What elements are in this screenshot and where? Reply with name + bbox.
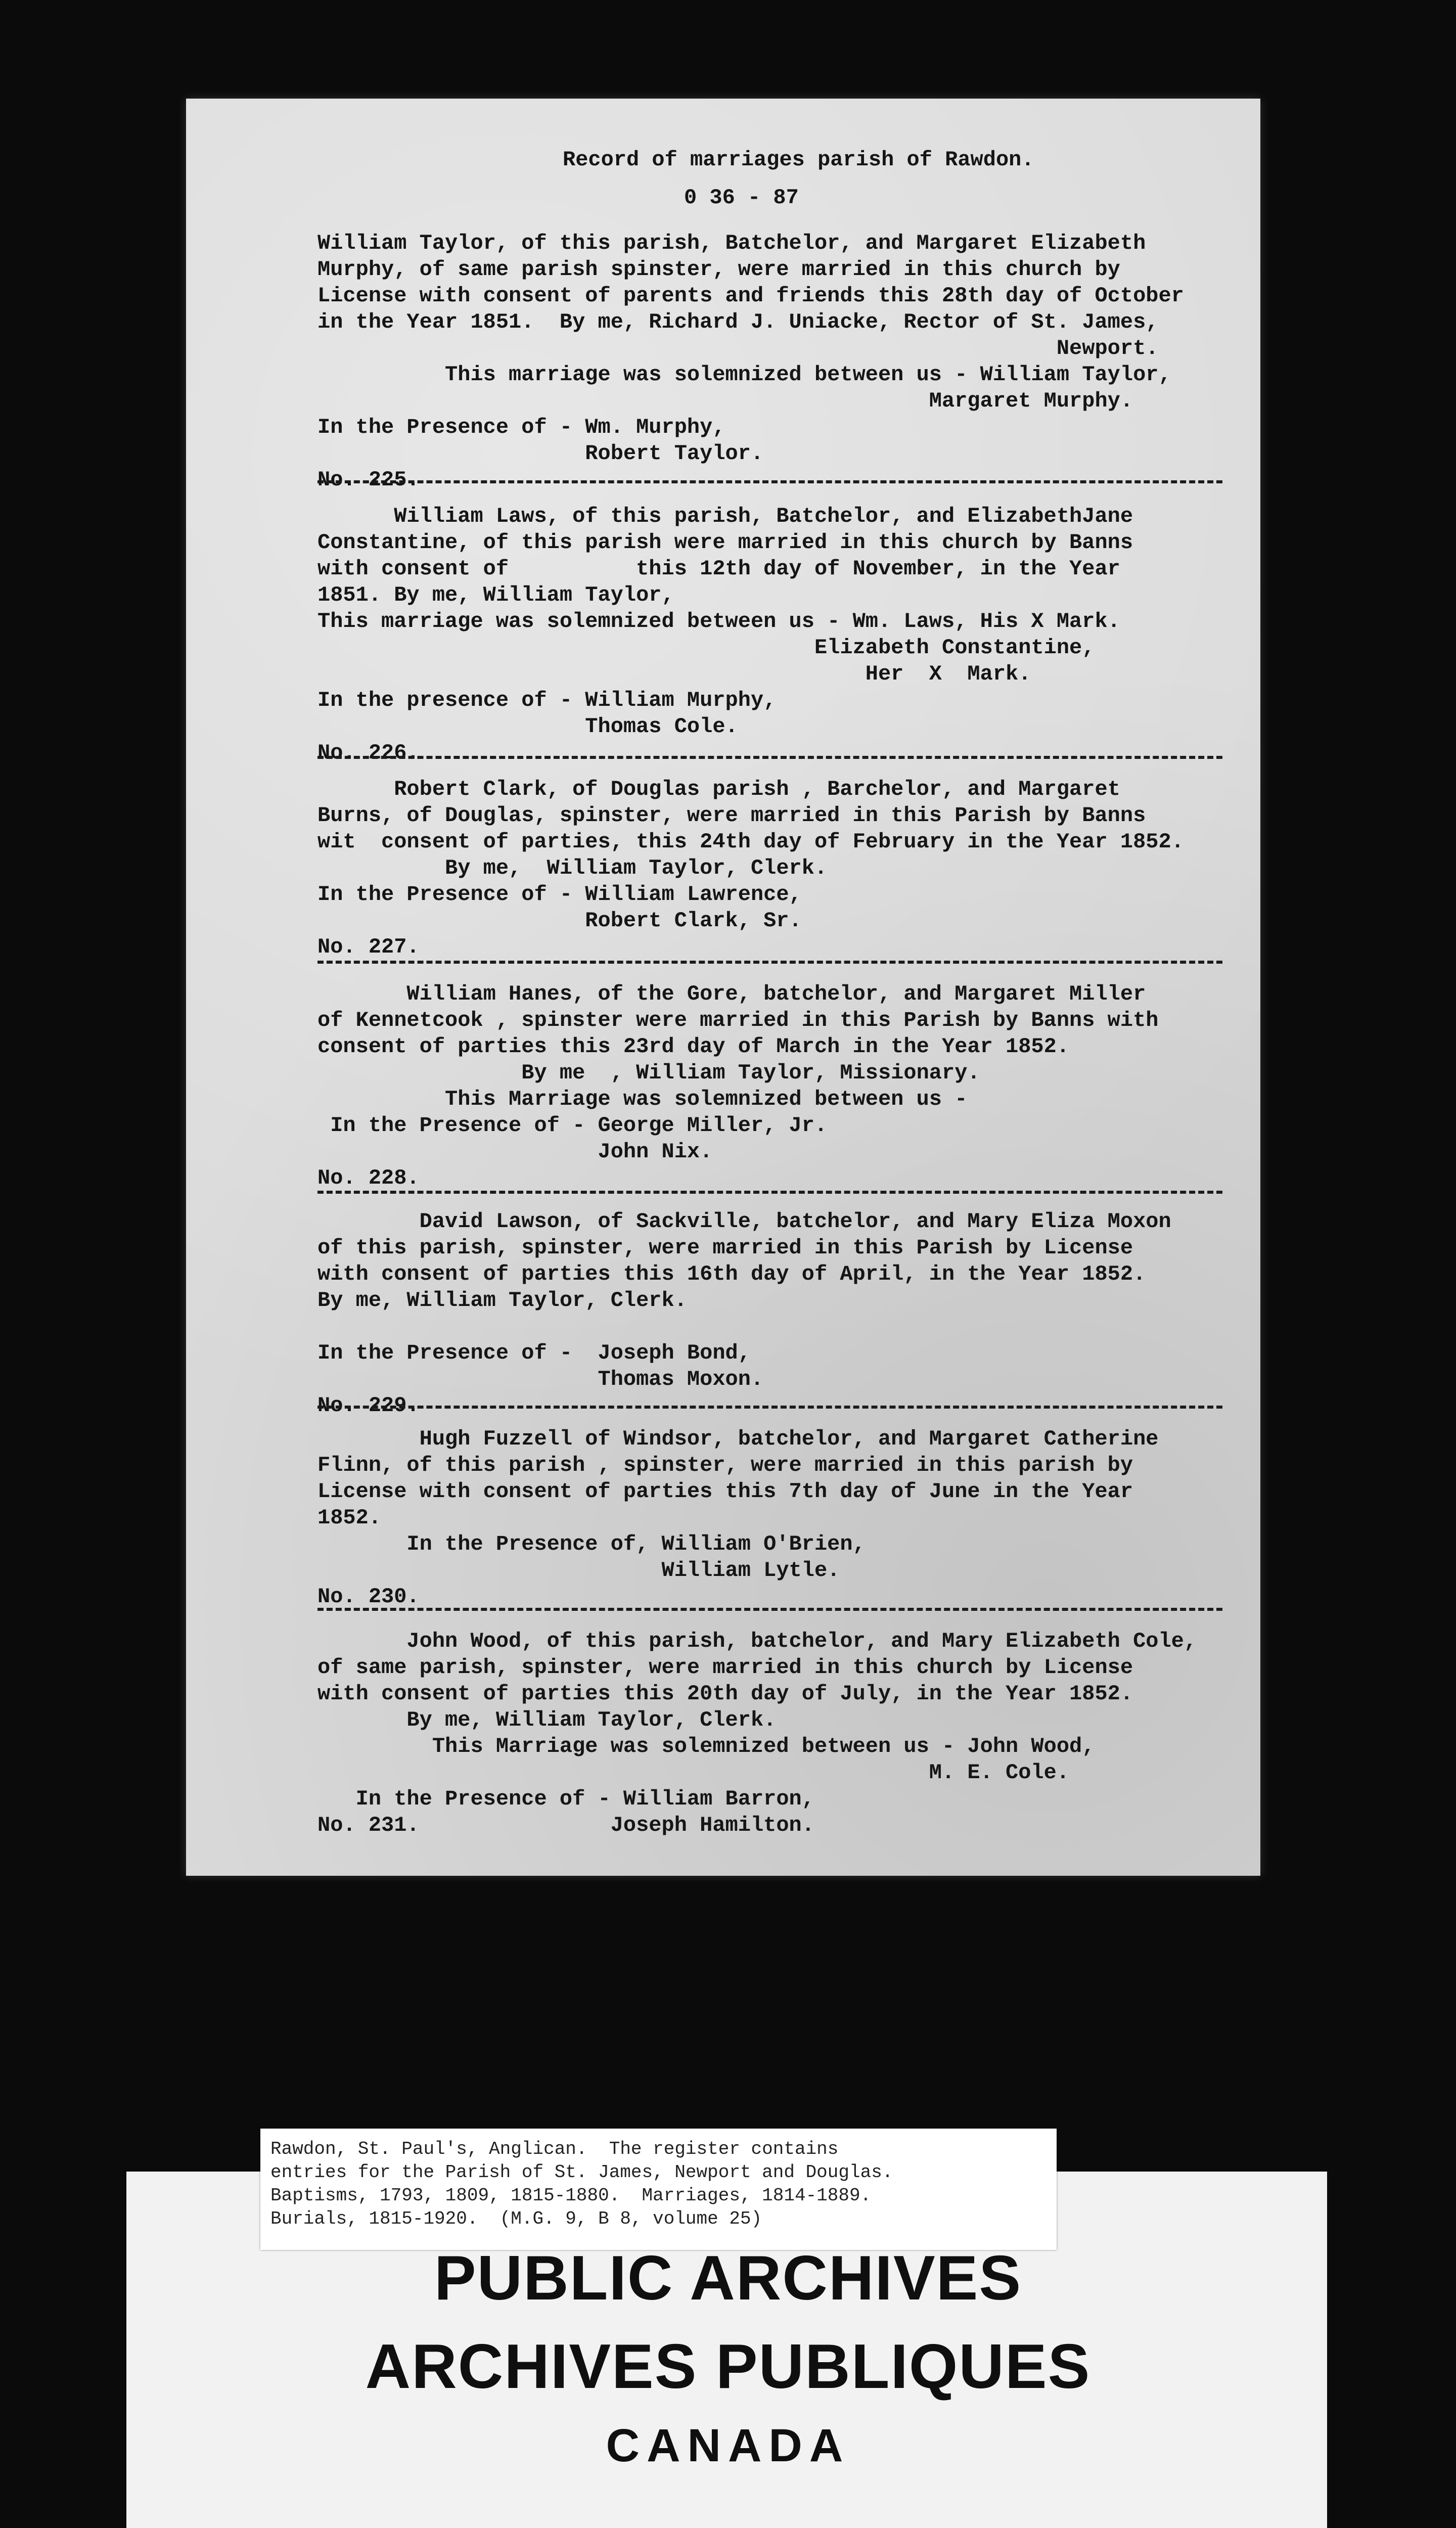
folio-number: 0 36 - 87 [684,186,799,210]
archive-label: Rawdon, St. Paul's, Anglican. The register contains entries for the Parish of St. James, Newport and Douglas. Baptisms, 1793, 1809, 1815-1880. Marriages, 1814-1889. Burials, 1815-1920. (M.G. 9, B 8, volume 25) [260,2129,1057,2250]
entry-225: William Taylor, of this parish, Batchelor, and Margaret Elizabeth Murphy, of same parish spinster, were married in this church by License with consent of parents and friends this 28th day of October in the Year 1851. By me, Richard J. Uniacke, Rector of St. James, Newport. This marriage was solemnized between us - William Taylor, Margaret Murphy. In the Presence of - Wm. Murphy, Robert Taylor. No. 225. [317,231,1184,492]
stamp-public-archives: PUBLIC ARCHIVES [434,2243,1022,2313]
entry-divider [317,480,1222,483]
entry-229: David Lawson, of Sackville, batchelor, and Mary Eliza Moxon of this parish, spinster, were married in this Parish by License with consent of parties this 16th day of April, in the Year 1852. By me, William Taylor, Clerk. In the Presence of - Joseph Bond, Thomas Moxon. No. 229. [317,1209,1171,1418]
entry-divider [317,1406,1222,1409]
entry-227: Robert Clark, of Douglas parish , Barchelor, and Margaret Burns, of Douglas, spinster, were married in this Parish by Banns wit consent of parties, this 24th day of February in the Year 1852. By me, William Taylor, Clerk. In the Presence of - William Lawrence, Robert Clark, Sr. No. 227. [317,777,1184,959]
entry-228: William Hanes, of the Gore, batchelor, and Margaret Miller of Kennetcook , spinster were married in this Parish by Banns with consent of parties this 23rd day of March in the Year 1852. By me , William Taylor, Missionary. This Marriage was solemnized between us - In the Presence of - George Miller, Jr. John Nix. No. 228. [317,982,1159,1190]
entry-divider [317,1608,1222,1611]
entry-226: William Laws, of this parish, Batchelor, and ElizabethJane Constantine, of this parish were married in this church by Banns with consent of this 12th day of November, in the Year 1851. By me, William Taylor, This marriage was solemnized between us - Wm. Laws, His X Mark. Elizabeth Constantine, Her X Mark. In the presence of - William Murphy, Thomas Cole. No. 226. [317,504,1133,765]
entry-231: John Wood, of this parish, batchelor, and Mary Elizabeth Cole, of same parish, spinster, were married in this church by License with consent of parties this 20th day of July, in the Year 1852. By me, William Taylor, Clerk. This Marriage was solemnized between us - John Wood, M. E. Cole. In the Presence of - William Barron, No. 231. Joseph Hamilton. [317,1629,1197,1837]
stamp-canada: CANADA [606,2420,850,2471]
entry-230: Hugh Fuzzell of Windsor, batchelor, and Margaret Catherine Flinn, of this parish , spinster, were married in this parish by License with consent of parties this 7th day of June in the Year 1852. In the Presence of, William O'Brien, William Lytle. No. 230. [317,1427,1159,1609]
register-page [186,99,1260,1876]
stamp-archives-publiques: ARCHIVES PUBLIQUES [365,2332,1091,2402]
page-title: Record of marriages parish of Rawdon. [563,148,1034,172]
entry-divider [317,756,1222,759]
entry-divider [317,1191,1222,1194]
entry-divider [317,961,1222,964]
